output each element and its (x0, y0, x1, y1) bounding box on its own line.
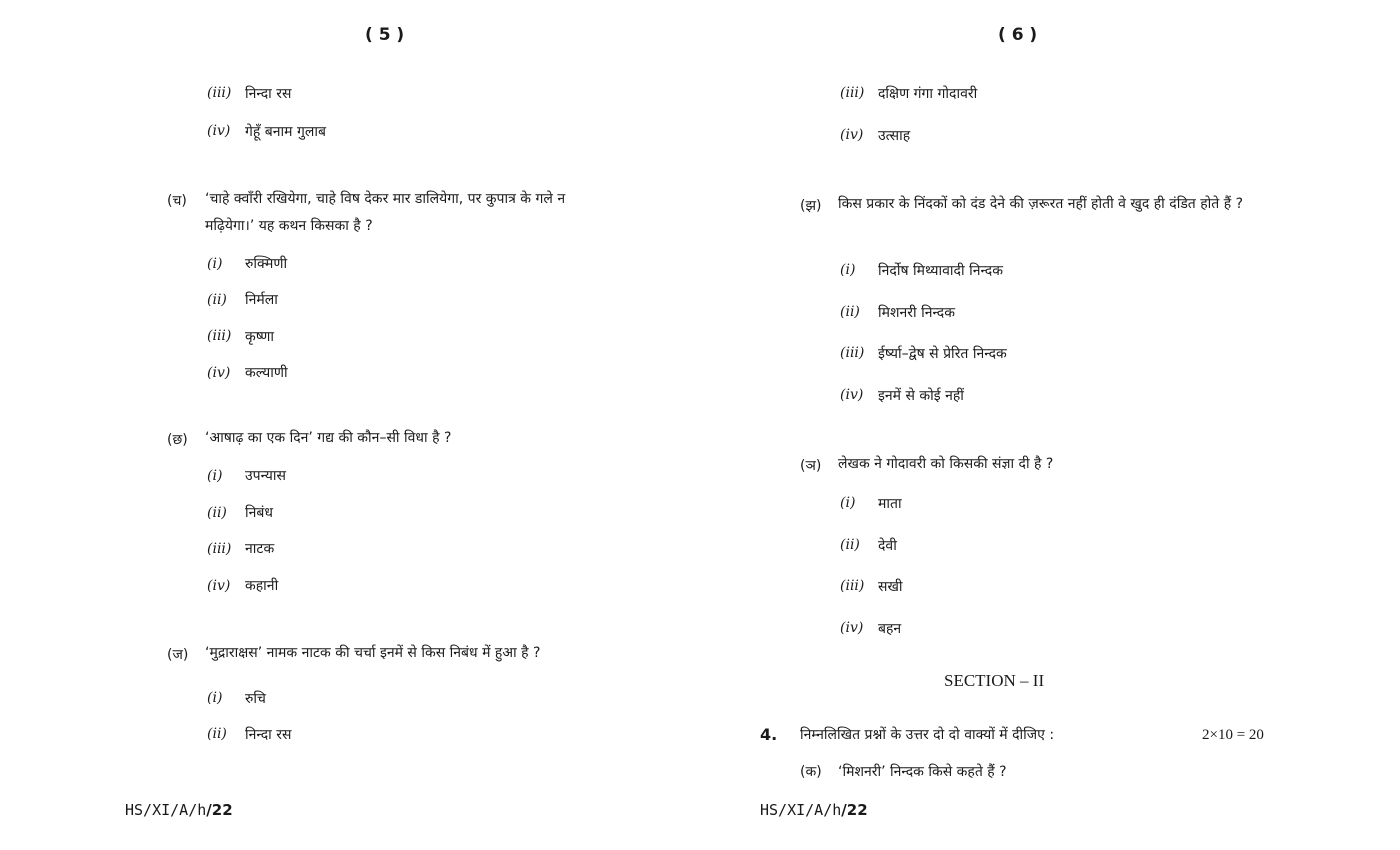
marks: 2×10 = 20 (1202, 727, 1264, 743)
question-text: ‘मुद्राराक्षस’ नामक नाटक की चर्चा इनमें से किस निबंध में हुआ है ? (205, 645, 541, 661)
question-text: ‘चाहे क्वाँरी रखियेगा, चाहे विष देकर मार डालियेगा, पर कुपात्र के गले न मढ़ियेगा।’ यह कथन किसका है ? (205, 191, 566, 234)
question-label: (छ) (167, 432, 188, 448)
question-text: लेखक ने गोदावरी को किसकी संज्ञा दी है ? (838, 456, 1054, 472)
option-number: (iv) (840, 620, 864, 636)
page-number: ( 6 ) (998, 25, 1038, 45)
option-number: (i) (840, 495, 856, 511)
option-number: (ii) (207, 292, 227, 308)
option-number: (iv) (207, 365, 231, 381)
question-label: (ज) (167, 647, 189, 663)
option-number: (iv) (207, 123, 231, 139)
question-label: (च) (167, 193, 187, 209)
option-text: कहानी (245, 578, 279, 594)
option-text: बहन (878, 621, 902, 637)
option-text: इनमें से कोई नहीं (878, 388, 964, 404)
footer-year: /22 (206, 801, 233, 819)
footer-code (125, 801, 233, 819)
question-text: ‘आषाढ़ का एक दिन’ गद्य की कौन–सी विधा है ? (205, 430, 452, 446)
option-text: निर्दोष मिथ्यावादी निन्दक (878, 263, 1003, 279)
option-number: (iii) (840, 85, 865, 101)
option-text: कल्याणी (245, 365, 288, 381)
option-number: (iii) (840, 345, 865, 361)
option-text: निबंध (245, 505, 273, 521)
option-text: निर्मला (245, 292, 278, 308)
option-text: देवी (878, 538, 897, 554)
question-text: किस प्रकार के निंदकों को दंड देने की ज़रूरत नहीं होती वे खुद ही दंडित होते हैं ? (838, 196, 1244, 212)
option-number: (iii) (207, 328, 232, 344)
question-text: ‘मिशनरी’ निन्दक किसे कहते हैं ? (838, 764, 1007, 780)
question-label: (ञ) (800, 458, 822, 474)
option-number: (iv) (840, 387, 864, 403)
footer-year: /22 (841, 801, 868, 819)
option-text: उपन्यास (245, 468, 286, 484)
option-number: (ii) (840, 537, 860, 553)
option-text: गेहूँ बनाम गुलाब (245, 124, 326, 140)
option-number: (iii) (207, 541, 232, 557)
option-text: दक्षिण गंगा गोदावरी (878, 86, 978, 102)
option-text: निन्दा रस (245, 727, 292, 743)
option-text: उत्साह (878, 128, 911, 144)
question-label: (झ) (800, 198, 822, 214)
footer-code-text: HS/XI/A/h (125, 801, 207, 819)
option-text: मिशनरी निन्दक (878, 305, 955, 321)
section-title: SECTION – II (944, 671, 1045, 690)
right-page (700, 0, 1400, 850)
option-number: (iv) (207, 578, 231, 594)
question-label: (क) (800, 764, 822, 780)
option-number: (ii) (207, 505, 227, 521)
footer-code-text: HS/XI/A/h (760, 801, 842, 819)
option-text: नाटक (245, 541, 275, 557)
question-text: निम्नलिखित प्रश्नों के उत्तर दो दो वाक्यों में दीजिए : (800, 727, 1055, 743)
option-text: रुचि (245, 691, 266, 707)
footer-code (760, 801, 868, 819)
option-text: सखी (878, 579, 903, 595)
option-text: ईर्ष्या–द्वेष से प्रेरित निन्दक (878, 346, 1007, 362)
option-number: (i) (207, 256, 223, 272)
option-text: माता (878, 496, 902, 512)
option-text: रुक्मिणी (245, 256, 288, 272)
option-number: (iii) (207, 85, 232, 101)
page-number: ( 5 ) (365, 25, 405, 45)
option-number: (iii) (840, 578, 865, 594)
option-text: कृष्णा (245, 329, 275, 345)
option-number: (i) (840, 262, 856, 278)
option-text: निन्दा रस (245, 86, 292, 102)
option-number: (ii) (840, 304, 860, 320)
option-number: (iv) (840, 127, 864, 143)
option-number: (i) (207, 468, 223, 484)
option-number: (i) (207, 690, 223, 706)
option-number: (ii) (207, 726, 227, 742)
question-number: 4. (760, 725, 778, 744)
